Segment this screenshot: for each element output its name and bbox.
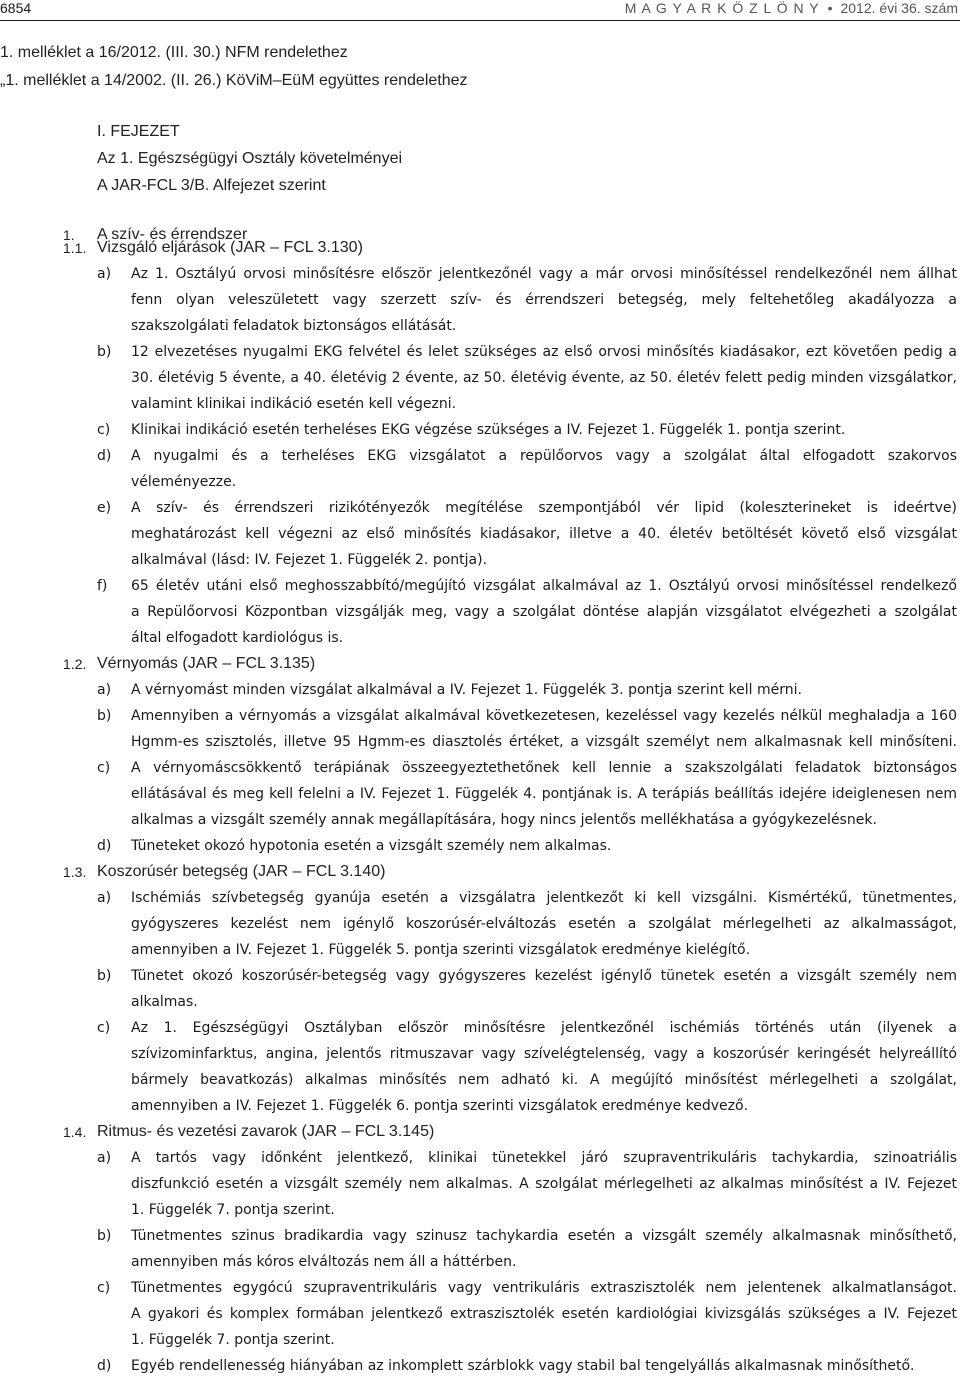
journal-title [625,0,958,16]
paragraph-line: Tünetet okozó koszorúsér-betegség vagy gyógyszeres kezelést igénylő tünetek esetén a vizsgált személy nem [131,968,957,984]
item-label: d) [97,448,112,464]
class-heading: Az 1. Egészségügyi Osztály követelményei [97,150,403,167]
item-label: b) [97,708,112,724]
section-number: 1. [63,227,75,243]
subsection-title: Vérnyomás (JAR – FCL 3.135) [97,655,316,672]
page-number: 6854 [0,0,32,16]
item-label: b) [97,968,112,984]
paragraph-line: által elfogadott kardiológus is. [131,630,344,646]
item-label: a) [97,1150,112,1166]
paragraph-line: ellátásával és meg kell felelni a IV. Fejezet 1. Függelék 4. pontjának is. A terápiás beállítás idejére ideiglenesen nem [131,786,957,802]
paragraph-line: A nyugalmi és a terheléses EKG vizsgálatot a repülőorvos vagy a szolgálat által elfogadott szakorvos [131,448,957,464]
paragraph-line: alkalmas a vizsgált személy annak megállapítására, hogy nincs jelentős mellékhatása a gyógykezelésnek. [131,812,877,828]
item-label: c) [97,760,111,776]
item-label: a) [97,682,112,698]
paragraph-line: szívizominfarktus, angina, jelentős ritmuszavar vagy szívelégtelenség, vagy a koszorúsér keringését helyreállító [131,1046,957,1062]
paragraph-line: fenn olyan veleszületett vagy szerzett szív- és érrendszeri betegség, mely feltehetőleg akadályozza a [131,292,957,308]
paragraph-line: A vérnyomást minden vizsgálat alkalmával a IV. Fejezet 1. Függelék 3. pontja szerint kell mérni. [131,682,802,698]
paragraph-line: Tünetmentes szinus bradikardia vagy szinusz tachykardia esetén a vizsgált személy alkalmasnak minősíthető, [131,1228,957,1244]
paragraph-line: Ischémiás szívbetegség gyanúja esetén a vizsgálatra jelentkezőt ki kell vizsgálni. Kismértékű, tünetmentes, [131,890,957,906]
subsection-title: Koszorúsér betegség (JAR – FCL 3.140) [97,863,386,880]
paragraph-line: valamint klinikai indikáció esetén kell végezni. [131,396,457,412]
subsection-number: 1.4. [63,1124,87,1140]
paragraph-line: alkalmas. [131,994,198,1010]
issue-number: 2012. évi 36. szám [840,0,958,16]
paragraph-line: meghatározást kell végezni az első minősítés kiadásakor, illetve a 40. életév betöltését követő első vizsgálat [131,526,957,542]
item-label: c) [97,1020,111,1036]
paragraph-line: amennyiben a IV. Fejezet 1. Függelék 6. pontja szerinti vizsgálatok eredménye kedvező. [131,1098,749,1114]
paragraph-line: gyógyszeres kezelést nem igénylő koszorúsér-elváltozás esetén a szolgálat mérlegelheti az alkalmasságot, [131,916,957,932]
annex-reference-amended: „1. melléklet a 14/2002. (II. 26.) KöViM–EüM együttes rendelethez [0,72,468,89]
subsection-title: Ritmus- és vezetési zavarok (JAR – FCL 3.145) [97,1123,435,1140]
paragraph-line: A gyakori és komplex formában jelentkező extraszisztolék esetén kardiológiai kivizsgálás szükséges a IV. Fejezet [131,1306,957,1322]
paragraph-line: Egyéb rendellenesség hiányában az inkomplett szárblokk vagy stabil bal tengelyállás alkalmasnak minősíthető. [131,1358,915,1374]
subsection-number: 1.1. [63,240,87,256]
paragraph-line: 1. Függelék 7. pontja szerint. [131,1332,335,1348]
item-label: b) [97,1228,112,1244]
item-label: e) [97,500,112,516]
subpart-heading: A JAR-FCL 3/B. Alfejezet szerint [97,177,326,194]
item-label: d) [97,838,112,854]
paragraph-line: szakszolgálati feladatok biztonságos ellátását. [131,318,457,334]
header-bullet: • [827,0,833,16]
header-rule [0,20,960,21]
paragraph-line: 1. Függelék 7. pontja szerint. [131,1202,335,1218]
paragraph-line: A szív- és érrendszeri rizikótényezők megítélése szempontjából vér lipid (koleszterineket is ideértve) [131,500,957,516]
chapter-heading: I. FEJEZET [97,123,180,140]
paragraph-line: Hgmm-es szisztolés, illetve 95 Hgmm-es diasztolés értéket, a vizsgált személyt nem alkalmasnak kell minősíteni. [131,734,957,750]
paragraph-line: alkalmával (lásd: IV. Fejezet 1. Függelék 2. pontja). [131,552,488,568]
paragraph-line: bármely beavatkozás) alkalmas minősítés nem adható ki. A megújító minősítést mérlegelheti a szolgálat, [131,1072,957,1088]
paragraph-line: a Repülőorvosi Központban vizsgálják meg, vagy a szolgálat döntése alapján vizsgálatot elvégezheti a szolgálat [131,604,957,620]
item-label: a) [97,890,112,906]
paragraph-line: 65 életév utáni első meghosszabbító/megújító vizsgálat alkalmával az 1. Osztályú orvosi minősítéssel rendelkező [131,578,957,594]
subsection-number: 1.2. [63,656,87,672]
item-label: f) [97,578,108,594]
section-title: A szív- és érrendszer [97,226,248,243]
paragraph-line: Tüneteket okozó hypotonia esetén a vizsgált személy nem alkalmas. [131,838,612,854]
item-label: b) [97,344,112,360]
annex-reference: 1. melléklet a 16/2012. (III. 30.) NFM rendelethez [0,44,348,61]
paragraph-line: amennyiben más kóros elváltozás nem áll a háttérben. [131,1254,517,1270]
item-label: c) [97,1280,111,1296]
paragraph-line: amennyiben a IV. Fejezet 1. Függelék 5. pontja szerinti vizsgálatok eredménye kielégítő. [131,942,751,958]
paragraph-line: diszfunkció esetén a vizsgált személy nem alkalmas. A szolgálat mérlegelheti az alkalmas minősítést a IV. Fejezet [131,1176,957,1192]
paragraph-line: 12 elvezetéses nyugalmi EKG felvétel és lelet szükséges az első orvosi minősítés kiadásakor, ezt követően pedig a [131,344,957,360]
paragraph-line: A vérnyomáscsökkentő terápiának összeegyeztethetőnek kell lennie a szakszolgálati feladatok biztonságos [131,760,957,776]
paragraph-line: Az 1. Osztályú orvosi minősítésre először jelentkezőnél vagy a már orvosi minősítéssel rendelkezőnél nem állhat [131,266,957,282]
paragraph-line: 30. életévig 5 évente, a 40. életévig 2 évente, az 50. életévig évente, az 50. életév felett pedig minden vizsgálatkor, [131,370,957,386]
page-header [0,0,960,18]
item-label: d) [97,1358,112,1374]
item-label: c) [97,422,111,438]
subsection-number: 1.3. [63,864,87,880]
paragraph-line: Klinikai indikáció esetén terheléses EKG végzése szükséges a IV. Fejezet 1. Függelék 1. pontja szerint. [131,422,846,438]
item-label: a) [97,266,112,282]
paragraph-line: A tartós vagy időnként jelentkező, klinikai tünetekkel járó szupraventrikuláris tachykardia, szinoatriális [131,1150,957,1166]
paragraph-line: Amennyiben a vérnyomás a vizsgálat alkalmával következetesen, kezeléssel vagy kezelés nélkül meghaladja a 160 [131,708,957,724]
subsection-title: Vizsgáló eljárások (JAR – FCL 3.130) [97,239,363,256]
journal-name: M A G Y A R K Ö Z L Ö N Y [624,0,820,16]
paragraph-line: Az 1. Egészségügyi Osztályban először minősítésre jelentkezőnél ischémiás történés után (ilyenek a [131,1020,957,1036]
paragraph-line: Tünetmentes egygócú szupraventrikuláris vagy ventrikuláris extraszisztolék nem jelentenek alkalmatlanságot. [131,1280,957,1296]
paragraph-line: véleményezze. [131,474,237,490]
